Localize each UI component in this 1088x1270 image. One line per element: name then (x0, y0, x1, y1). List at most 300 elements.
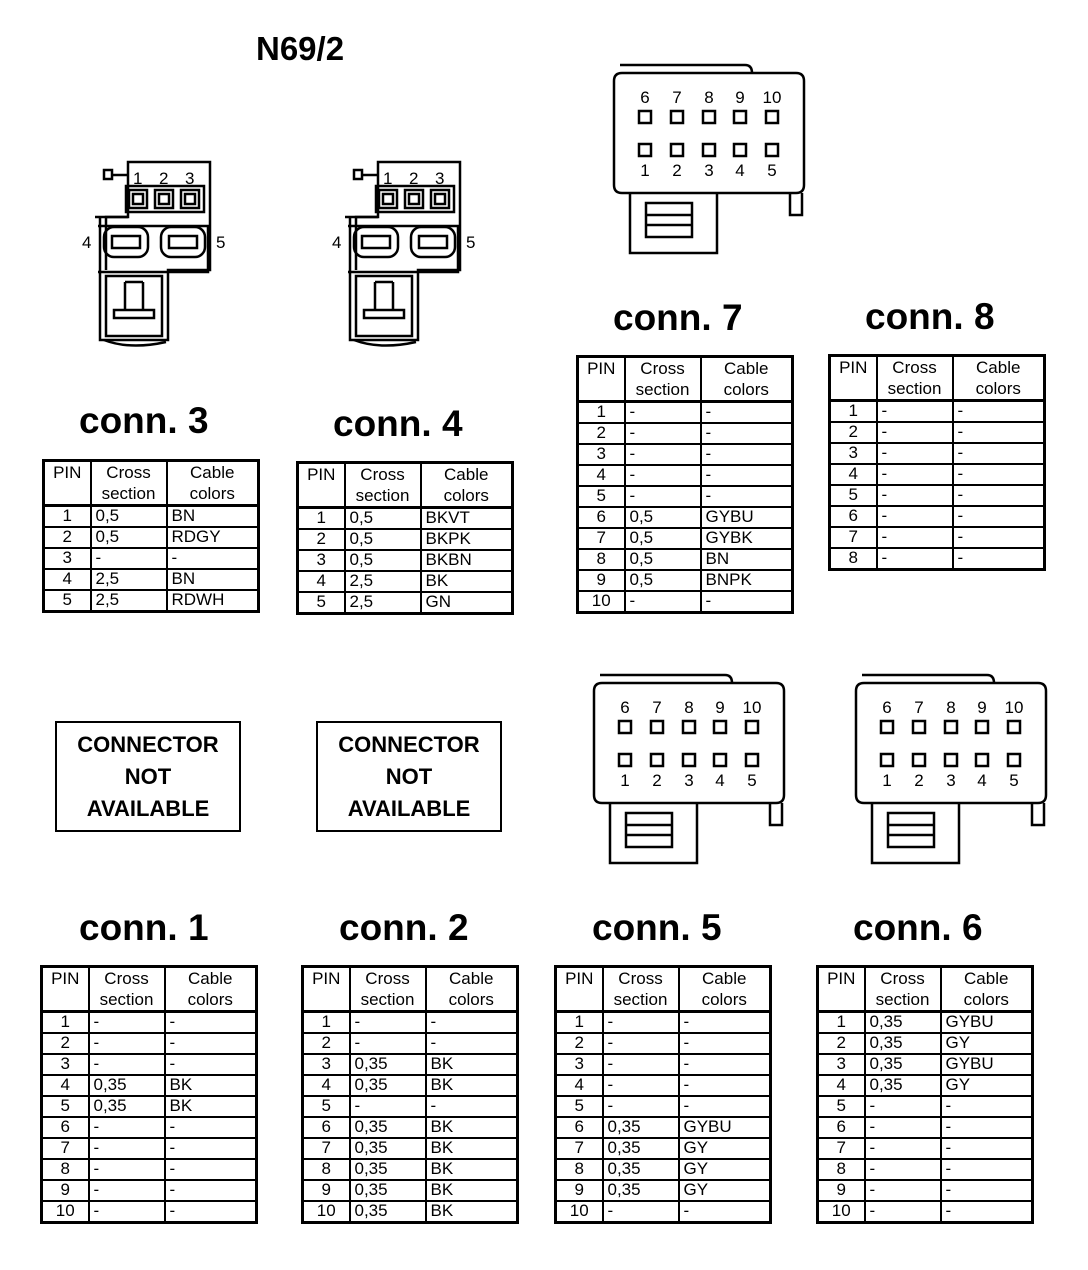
pin-socket-top-row (976, 721, 988, 733)
pin-socket-bottom-row (639, 144, 651, 156)
cable-color-cell: GYBK (701, 528, 793, 549)
cross-section-cell: 0,35 (865, 1012, 941, 1034)
cable-color-cell: - (165, 1033, 257, 1054)
pin-socket-top-row (651, 721, 663, 733)
pin-number-cell: 7 (42, 1138, 89, 1159)
pin-number-cell: 6 (830, 506, 877, 527)
cross-section-cell: 0,35 (603, 1180, 679, 1201)
cable-color-cell: - (679, 1012, 771, 1034)
cross-section-cell: 2,5 (345, 592, 421, 614)
header-pin: PIN (44, 461, 91, 506)
pin-number-cell: 3 (303, 1054, 350, 1075)
cross-section-cell: - (625, 591, 701, 613)
cross-section-cell: 0,35 (350, 1117, 426, 1138)
pin-label: 2 (672, 161, 682, 180)
cable-color-cell: - (165, 1117, 257, 1138)
pin-number-cell: 1 (830, 401, 877, 423)
pin-number-cell: 1 (298, 508, 345, 530)
cross-section-cell: 0,35 (865, 1075, 941, 1096)
cross-section-cell: - (603, 1012, 679, 1034)
connector-diagram-conn4 (320, 150, 500, 360)
header-section-line: section (99, 990, 154, 1009)
table-row (818, 1033, 1033, 1054)
cable-color-cell: GY (941, 1033, 1033, 1054)
cross-section-cell: 0,35 (350, 1159, 426, 1180)
cross-section-cell: - (877, 443, 953, 464)
table-row (42, 1159, 257, 1180)
cross-section-cell: 0,5 (345, 529, 421, 550)
connector-release-tab (888, 813, 934, 847)
key-slot-marker (364, 282, 404, 318)
cable-color-cell: - (953, 485, 1045, 506)
table-row (42, 1012, 257, 1034)
cable-color-cell: - (953, 401, 1045, 423)
pin-number-cell: 4 (303, 1075, 350, 1096)
pin-socket-bottom-row (1008, 754, 1020, 766)
cable-color-cell: - (167, 548, 259, 569)
pin-socket-outer (181, 190, 199, 208)
table-row (298, 529, 513, 550)
cross-section-cell: 0,5 (625, 549, 701, 570)
cable-color-cell: BKPK (421, 529, 513, 550)
cross-section-cell: - (89, 1054, 165, 1075)
table-row (578, 549, 793, 570)
pin-number-cell: 1 (556, 1012, 603, 1034)
power-pin-socket (161, 227, 205, 257)
pin-socket-top-row (881, 721, 893, 733)
cable-color-cell: - (165, 1012, 257, 1034)
cross-section-cell: 0,5 (345, 508, 421, 530)
pin-socket-inner (383, 194, 393, 204)
pin-number-cell: 2 (42, 1033, 89, 1054)
header-cable-line: Cable (964, 969, 1009, 988)
header-cable-line: Cable (976, 358, 1021, 377)
table-row (303, 1201, 518, 1223)
not-available-line-1: CONNECTOR (338, 731, 480, 757)
header-section-line: section (355, 486, 410, 505)
pin-socket-outer (431, 190, 449, 208)
cable-color-cell: - (679, 1075, 771, 1096)
cross-section-cell: 2,5 (91, 590, 167, 612)
cable-color-cell: GY (679, 1138, 771, 1159)
header-cross-line: Cross (106, 463, 151, 482)
pin-label: 5 (216, 233, 226, 252)
connector-side-latch (790, 193, 802, 215)
cross-section-cell: - (603, 1096, 679, 1117)
pin-socket-outer (405, 190, 423, 208)
pin-socket-bottom-row (651, 754, 663, 766)
power-pin-blade (362, 236, 390, 248)
pin-table-conn7 (576, 355, 794, 614)
table-row (578, 591, 793, 613)
cable-color-cell: RDWH (167, 590, 259, 612)
cross-section-cell: - (865, 1096, 941, 1117)
table-row (818, 1138, 1033, 1159)
cross-section-cell: - (625, 465, 701, 486)
pin-socket-outer (379, 190, 397, 208)
pin-number-cell: 1 (578, 402, 625, 424)
pin-label: 3 (185, 169, 195, 188)
header-pin: PIN (42, 967, 89, 1012)
header-pin: PIN (303, 967, 350, 1012)
pin-label: 2 (159, 169, 169, 188)
table-row (556, 1201, 771, 1223)
pin-label: 9 (715, 698, 725, 717)
table-row (830, 527, 1045, 548)
pin-label: 1 (133, 169, 143, 188)
table-header-row (818, 967, 1033, 1012)
cable-color-cell: - (679, 1096, 771, 1117)
cross-section-cell: 0,5 (625, 528, 701, 549)
conn3-title: conn. 3 (79, 400, 209, 441)
pin-label: 7 (672, 88, 682, 107)
pin-socket-bottom-row (703, 144, 715, 156)
pin-socket-bottom-row (683, 754, 695, 766)
pin-number-cell: 10 (316, 1201, 336, 1221)
cross-section-cell: - (877, 422, 953, 443)
cross-section-cell: 0,5 (91, 527, 167, 548)
pin-number-cell: 7 (830, 527, 877, 548)
cross-section-cell: - (865, 1138, 941, 1159)
cross-section-cell: - (603, 1054, 679, 1075)
key-slot-marker (114, 282, 154, 318)
table-row (830, 506, 1045, 527)
power-pin-blade (169, 236, 197, 248)
pin-number-cell: 5 (42, 1096, 89, 1117)
table-row (298, 508, 513, 530)
cable-color-cell: - (941, 1180, 1033, 1201)
cross-section-cell: - (350, 1012, 426, 1034)
header-cable-colors (701, 357, 793, 402)
cross-section-cell: 0,35 (89, 1096, 165, 1117)
pin-number-cell: 2 (578, 423, 625, 444)
cable-color-cell: BK (426, 1201, 518, 1223)
pin-label: 2 (409, 169, 419, 188)
pin-socket-bottom-row (766, 144, 778, 156)
pin-number-cell: 3 (42, 1054, 89, 1075)
header-cable-line: Cable (724, 359, 769, 378)
pin-table-conn1 (40, 965, 258, 1224)
header-colors-line: colors (448, 990, 494, 1009)
header-cross-section (603, 967, 679, 1012)
table-row (830, 548, 1045, 570)
pin-label: 7 (914, 698, 924, 717)
table-row (42, 1096, 257, 1117)
pin-number-cell: 5 (303, 1096, 350, 1117)
cable-color-cell: - (941, 1201, 1033, 1223)
cross-section-cell: 0,5 (345, 550, 421, 571)
cable-color-cell: BK (426, 1054, 518, 1075)
header-cable-line: Cable (190, 463, 235, 482)
pin-number-cell: 8 (578, 549, 625, 570)
pin-number-cell: 9 (303, 1180, 350, 1201)
cross-section-cell: 0,35 (865, 1054, 941, 1075)
pin-socket-top-row (639, 111, 651, 123)
table-header-row (830, 356, 1045, 401)
header-cable-colors (167, 461, 259, 506)
power-pin-blade (419, 236, 447, 248)
pin-number-cell: 2 (303, 1033, 350, 1054)
table-header-row (42, 967, 257, 1012)
cable-color-cell: BKVT (421, 508, 513, 530)
table-row (303, 1033, 518, 1054)
table-row (303, 1159, 518, 1180)
pin-socket-top-row (683, 721, 695, 733)
not-available-line-1: CONNECTOR (77, 731, 219, 757)
header-cable-line: Cable (702, 969, 747, 988)
cable-color-cell: BNPK (701, 570, 793, 591)
pin-number-cell: 5 (62, 590, 72, 610)
pin-label: 4 (735, 161, 745, 180)
pin-number-cell: 1 (44, 506, 91, 528)
cross-section-cell: 0,35 (350, 1180, 426, 1201)
pin-number-cell: 4 (830, 464, 877, 485)
connector-release-tab (646, 203, 692, 237)
header-cable-line: Cable (444, 465, 489, 484)
cable-color-cell: GYBU (941, 1054, 1033, 1075)
header-cable-colors (679, 967, 771, 1012)
pin-number-cell: 7 (303, 1138, 350, 1159)
pin-label: 1 (620, 771, 630, 790)
pin-socket-top-row (1008, 721, 1020, 733)
pin-number-cell: 7 (818, 1138, 865, 1159)
pin-label: 10 (742, 698, 762, 717)
table-row (303, 1138, 518, 1159)
table-header-row (303, 967, 518, 1012)
pin-label: 7 (652, 698, 662, 717)
cross-section-cell: 0,35 (603, 1117, 679, 1138)
table-row (556, 1117, 771, 1138)
header-section-line: section (360, 990, 415, 1009)
cable-color-cell: - (701, 444, 793, 465)
cross-section-cell: 0,35 (350, 1138, 426, 1159)
cross-section-cell: - (865, 1201, 941, 1223)
cross-section-cell: - (89, 1138, 165, 1159)
not-available-line-3: AVAILABLE (347, 795, 471, 821)
pin-number-cell: 6 (818, 1117, 865, 1138)
header-cable-colors (941, 967, 1033, 1012)
cable-color-cell: - (953, 527, 1045, 548)
cross-section-cell: - (89, 1180, 165, 1201)
connector-diagram-conn6 (842, 665, 1062, 875)
table-row (556, 1033, 771, 1054)
cross-section-cell: - (350, 1096, 426, 1117)
pin-label: 1 (882, 771, 892, 790)
pin-socket-inner (435, 194, 445, 204)
key-slot-frame (356, 276, 412, 336)
pin-number-cell: 7 (556, 1138, 603, 1159)
cross-section-cell: - (89, 1159, 165, 1180)
cross-section-cell: - (603, 1201, 679, 1223)
cable-color-cell: BKBN (421, 550, 513, 571)
pin-number-cell: 9 (42, 1180, 89, 1201)
table-row (830, 464, 1045, 485)
pin-table-conn2 (301, 965, 519, 1224)
cross-section-cell: 0,5 (625, 507, 701, 528)
cable-color-cell: BK (165, 1096, 257, 1117)
cable-color-cell: BK (426, 1075, 518, 1096)
table-row (42, 1201, 257, 1223)
pin-number-cell: 1 (818, 1012, 865, 1034)
header-cross-section (625, 357, 701, 402)
cable-color-cell: BN (167, 506, 259, 528)
pin-number-cell: 6 (303, 1117, 350, 1138)
table-row (42, 1180, 257, 1201)
pin-number-cell: 4 (298, 571, 345, 592)
pin-socket-top-row (734, 111, 746, 123)
pin-socket-bottom-row (734, 144, 746, 156)
pin-label: 8 (946, 698, 956, 717)
table-row (303, 1096, 518, 1117)
cross-section-cell: 0,5 (91, 506, 167, 528)
cable-color-cell: BK (426, 1138, 518, 1159)
pin-number-cell: 5 (830, 485, 877, 506)
power-pin-blade (112, 236, 140, 248)
pin-socket-top-row (746, 721, 758, 733)
pin-table-conn4 (296, 461, 514, 615)
header-pin: PIN (298, 463, 345, 508)
cable-color-cell: - (426, 1033, 518, 1054)
cross-section-cell: 0,35 (603, 1138, 679, 1159)
pin-number-cell: 10 (55, 1201, 75, 1221)
cable-color-cell: BK (426, 1117, 518, 1138)
connector-latch-tab (354, 170, 362, 179)
table-row (578, 486, 793, 507)
cross-section-cell: 0,35 (350, 1075, 426, 1096)
pin-label: 1 (383, 169, 393, 188)
pin-number-cell: 3 (298, 550, 345, 571)
table-row (303, 1180, 518, 1201)
cross-section-cell: 0,35 (603, 1159, 679, 1180)
power-pin-socket (411, 227, 455, 257)
cable-color-cell: BN (167, 569, 259, 590)
table-header-row (578, 357, 793, 402)
pin-number-cell: 3 (830, 443, 877, 464)
cable-color-cell: - (953, 422, 1045, 443)
cable-color-cell: - (953, 506, 1045, 527)
pin-number-cell: 4 (44, 569, 91, 590)
power-pin-socket (354, 227, 398, 257)
cross-section-cell: - (877, 548, 953, 570)
not-available-line-2: NOT (124, 763, 172, 789)
cable-color-cell: - (679, 1054, 771, 1075)
cross-section-cell: 0,35 (865, 1033, 941, 1054)
table-row (42, 1033, 257, 1054)
header-colors-line: colors (723, 380, 769, 399)
table-row (556, 1075, 771, 1096)
table-row (303, 1075, 518, 1096)
cross-section-cell: - (877, 401, 953, 423)
conn6-title: conn. 6 (853, 907, 983, 948)
header-cross-section (89, 967, 165, 1012)
pin-label: 2 (652, 771, 662, 790)
cross-section-cell: - (89, 1012, 165, 1034)
header-cable-colors (426, 967, 518, 1012)
cross-section-cell: - (877, 506, 953, 527)
pin-number-cell: 10 (831, 1201, 851, 1221)
pin-socket-inner (159, 194, 169, 204)
pin-number-cell: 5 (578, 486, 625, 507)
pin-number-cell: 8 (556, 1159, 603, 1180)
connector-diagram-conn5 (580, 665, 800, 875)
conn4-title: conn. 4 (333, 403, 463, 444)
cable-color-cell: - (953, 443, 1045, 464)
pin-label: 8 (704, 88, 714, 107)
cable-color-cell: GYBU (701, 507, 793, 528)
cable-color-cell: - (426, 1012, 518, 1034)
pin-label: 2 (914, 771, 924, 790)
pin-number-cell: 8 (818, 1159, 865, 1180)
cable-color-cell: GY (941, 1075, 1033, 1096)
cross-section-cell: - (89, 1033, 165, 1054)
cable-color-cell: BK (426, 1180, 518, 1201)
not-available-line-2: NOT (385, 763, 433, 789)
header-cable-line: Cable (188, 969, 233, 988)
table-header-row (556, 967, 771, 1012)
cable-color-cell: - (165, 1201, 257, 1223)
conn1-title: conn. 1 (79, 907, 209, 948)
table-header-row (44, 461, 259, 506)
cross-section-cell: 0,35 (350, 1201, 426, 1223)
header-cross-line: Cross (640, 359, 685, 378)
conn8-title: conn. 8 (865, 296, 995, 337)
connector-not-available-box (316, 721, 502, 832)
header-colors-line: colors (187, 990, 233, 1009)
table-row (818, 1180, 1033, 1201)
header-colors-line: colors (701, 990, 747, 1009)
table-row (818, 1075, 1033, 1096)
pin-number-cell: 1 (303, 1012, 350, 1034)
table-row (298, 571, 513, 592)
header-pin: PIN (556, 967, 603, 1012)
conn7-title: conn. 7 (613, 297, 743, 338)
cable-color-cell: - (941, 1117, 1033, 1138)
cable-color-cell: - (953, 464, 1045, 485)
pin-number-cell: 10 (569, 1201, 589, 1221)
table-row (42, 1117, 257, 1138)
pin-socket-top-row (619, 721, 631, 733)
pin-label: 3 (704, 161, 714, 180)
cable-color-cell: - (165, 1138, 257, 1159)
cross-section-cell: - (625, 402, 701, 424)
cable-color-cell: RDGY (167, 527, 259, 548)
cross-section-cell: - (625, 423, 701, 444)
table-row (578, 528, 793, 549)
header-cross-line: Cross (360, 465, 405, 484)
table-row (818, 1096, 1033, 1117)
cable-color-cell: - (701, 465, 793, 486)
pin-number-cell: 8 (303, 1159, 350, 1180)
connector-latch-tab (104, 170, 112, 179)
cable-color-cell: BK (165, 1075, 257, 1096)
pin-label: 5 (747, 771, 757, 790)
cable-color-cell: - (953, 548, 1045, 570)
table-row (556, 1054, 771, 1075)
header-colors-line: colors (189, 484, 235, 503)
cable-color-cell: - (701, 423, 793, 444)
pin-table-conn6 (816, 965, 1034, 1224)
cable-color-cell: - (941, 1138, 1033, 1159)
pin-number-cell: 9 (556, 1180, 603, 1201)
connector-diagram-conn7 (600, 55, 820, 265)
header-pin: PIN (818, 967, 865, 1012)
pin-number-cell: 2 (298, 529, 345, 550)
pin-number-cell: 8 (42, 1159, 89, 1180)
cable-color-cell: - (165, 1159, 257, 1180)
pin-label: 1 (640, 161, 650, 180)
cable-color-cell: BK (421, 571, 513, 592)
pin-socket-inner (185, 194, 195, 204)
